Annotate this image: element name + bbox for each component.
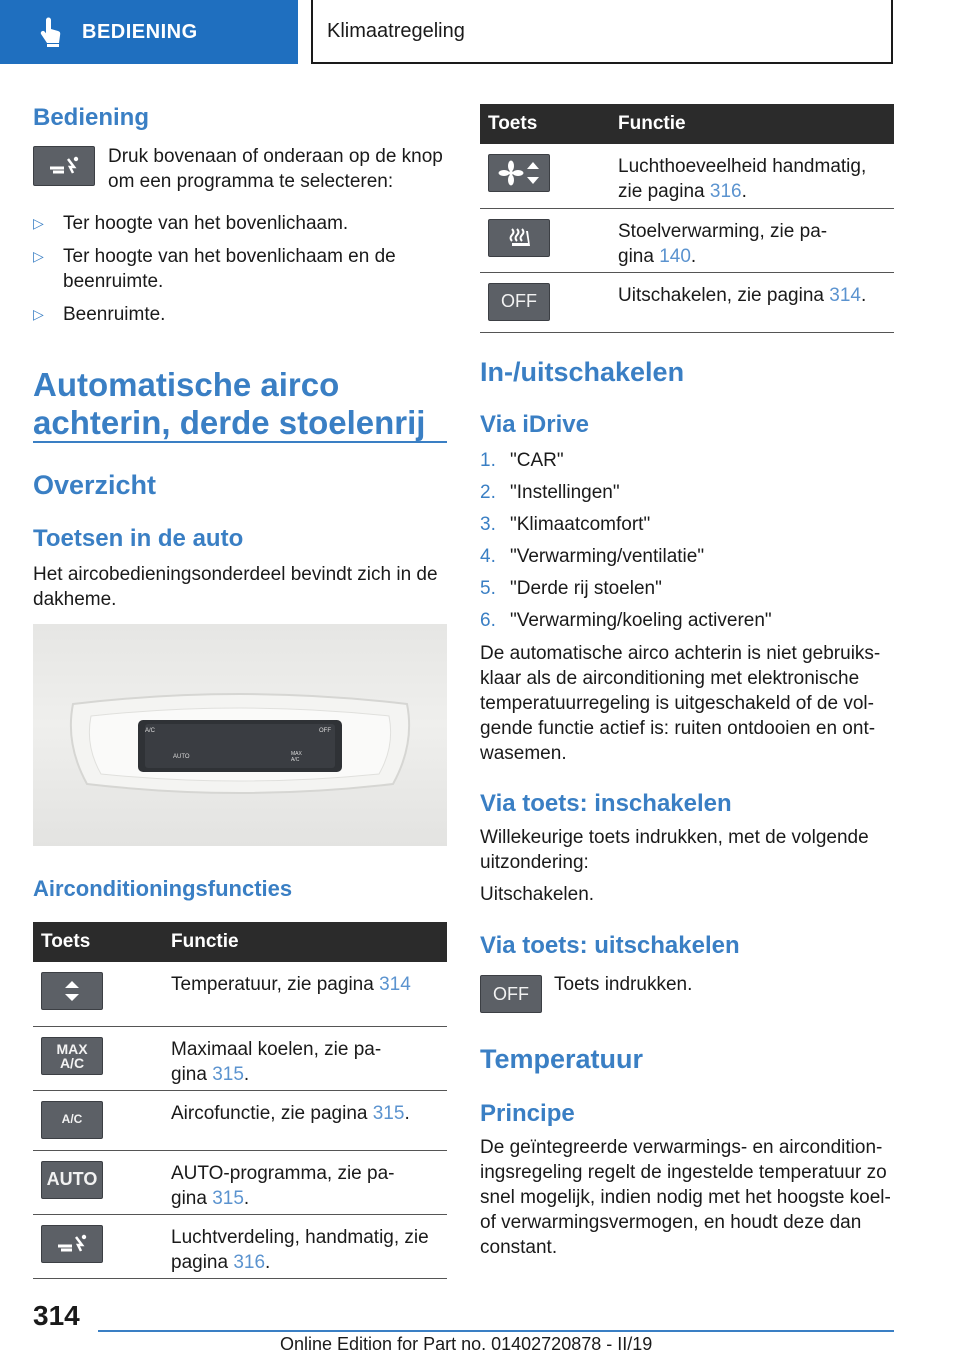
page-link[interactable]: 314: [829, 284, 861, 306]
page-link[interactable]: 316: [709, 181, 742, 202]
functions-table: [33, 922, 447, 1279]
inuit-heading: In-/uitschakelen: [480, 357, 685, 387]
table-row: [33, 1214, 447, 1278]
photo-off-label: OFF: [319, 728, 331, 734]
table-row: [480, 144, 894, 208]
principe-text: De geïntegreerde verwarmings- en aircondition- ingsregeling regelt de ingestelde temperatuur zo snel mogelijk, indien nodig met het hoogste koel- of verwarmingsvermogen, en houdt deze dan constant.: [480, 1137, 891, 1258]
footer-rule: [98, 1330, 894, 1332]
principe-heading: Principe: [480, 1100, 575, 1127]
table-cell: Stoelverwarming, zie pa- gina 140.: [610, 208, 894, 272]
footer-edition: Online Edition for Part no. 01402720878 - II/19: [280, 1334, 653, 1354]
table-row: [480, 272, 894, 332]
air-distribution-key-icon: [33, 146, 95, 186]
functies-heading: Airconditioningsfuncties: [33, 876, 293, 901]
table-header-functie: Functie: [163, 922, 447, 962]
toets-uitschakelen-heading: Via toets: uitschakelen: [480, 932, 740, 959]
table-cell: Luchthoeveelheid handmatig, zie pagina 316.: [610, 144, 894, 208]
toets-inschakelen-text-2: Uitschakelen.: [480, 884, 595, 905]
page-link[interactable]: 140: [659, 245, 691, 267]
table-row: [33, 1090, 447, 1150]
list-item: 4. "Verwarming/ventilatie": [480, 546, 705, 567]
triangle-bullet-icon: ▷: [33, 248, 44, 264]
seat-heating-icon: [488, 219, 550, 257]
list-item: 2. "Instellingen": [480, 482, 620, 503]
toetsen-heading: Toetsen in de auto: [33, 525, 244, 552]
header-section-tab[interactable]: [0, 0, 298, 64]
page-link[interactable]: 314: [379, 974, 411, 995]
table-cell: Maximaal koelen, zie pa- gina 315.: [163, 1026, 447, 1090]
off-key: OFF: [488, 283, 550, 321]
fan-arrows-icon: [488, 154, 550, 192]
list-item: ▷ Ter hoogte van het bovenlichaam.: [33, 213, 349, 234]
list-item: 5. "Derde rij stoelen": [480, 578, 662, 599]
table-cell: Aircofunctie, zie pagina 315.: [163, 1090, 447, 1150]
idrive-steps: [480, 448, 894, 640]
list-item: 6. "Verwarming/koeling activeren": [480, 610, 772, 631]
photo-max-label: MAX A/C: [291, 751, 302, 763]
roof-climate-panel-photo: [33, 624, 447, 846]
main-title-line-2: achterin, derde stoelenrij: [33, 404, 426, 441]
page-link[interactable]: 316: [233, 1251, 266, 1273]
table-cell: Uitschakelen, zie pagina 314.: [610, 272, 894, 332]
main-title: [33, 366, 447, 442]
max-ac-key: MAX A/C: [41, 1037, 103, 1075]
table-row: [33, 1150, 447, 1214]
photo-auto-label: AUTO: [173, 754, 190, 760]
table-cell: AUTO-programma, zie pa- gina 315.: [163, 1150, 447, 1214]
list-item: ▷ Beenruimte.: [33, 304, 166, 325]
photo-ac-label: A/C: [145, 728, 156, 734]
page-link[interactable]: 315: [212, 1063, 244, 1085]
functions-table-continued: [480, 104, 894, 333]
table-header-toets: Toets: [33, 922, 163, 962]
bediening-heading: Bediening: [33, 104, 150, 131]
hand-pointer-icon: [38, 17, 68, 47]
list-item: 1. "CAR": [480, 450, 564, 471]
bediening-text: Druk bovenaan of onderaan op de knop om een programma te selecteren:: [108, 146, 443, 192]
bediening-bullets: [33, 211, 447, 335]
idrive-text: De automatische airco achterin is niet gebruiks- klaar als de airconditioning met elektronische temperatuurregeling is uitgeschakeld of de vol- gende functie actief is: ruiten ontdooien en ont- wasemen.: [480, 643, 881, 764]
toets-inschakelen-heading: Via toets: inschakelen: [480, 790, 732, 817]
toetsen-text: Het aircobedieningsonderdeel bevindt zich in de dakheme.: [33, 564, 438, 610]
header-section-label: BEDIENING: [82, 20, 198, 43]
overzicht-heading: Overzicht: [33, 470, 157, 500]
air-distribution-icon: [41, 1225, 103, 1263]
triangle-bullet-icon: ▷: [33, 306, 44, 322]
page-number: 314: [33, 1300, 80, 1331]
toets-inschakelen-text: Willekeurige toets indrukken, met de volgende uitzondering:: [480, 827, 869, 873]
idrive-heading: Via iDrive: [480, 411, 589, 438]
triangle-bullet-icon: ▷: [33, 215, 44, 231]
table-cell: Temperatuur, zie pagina 314: [163, 962, 447, 1026]
header-chapter-title: Klimaatregeling: [311, 0, 893, 64]
toets-uitschakelen-text: Toets indrukken.: [554, 974, 693, 995]
table-row: [33, 962, 447, 1026]
list-item: ▷ Ter hoogte van het bovenlichaam en de beenruimte.: [33, 246, 396, 292]
table-cell: Luchtverdeling, handmatig, zie pagina 316.: [163, 1214, 447, 1278]
ac-key: A/C: [41, 1101, 103, 1139]
title-underline: [33, 441, 447, 443]
page-link[interactable]: 315: [372, 1102, 405, 1124]
auto-key: AUTO: [41, 1161, 103, 1199]
table-header-functie: Functie: [610, 104, 894, 144]
page-link[interactable]: 315: [212, 1187, 244, 1209]
off-key-icon: OFF: [480, 975, 542, 1013]
table-row: [33, 1026, 447, 1090]
temperature-arrows-icon: [41, 972, 103, 1010]
table-header-toets: Toets: [480, 104, 610, 144]
main-title-line-1: Automatische airco: [33, 366, 340, 403]
table-row: [480, 208, 894, 272]
list-item: 3. "Klimaatcomfort": [480, 514, 651, 535]
temperatuur-heading: Temperatuur: [480, 1044, 644, 1074]
